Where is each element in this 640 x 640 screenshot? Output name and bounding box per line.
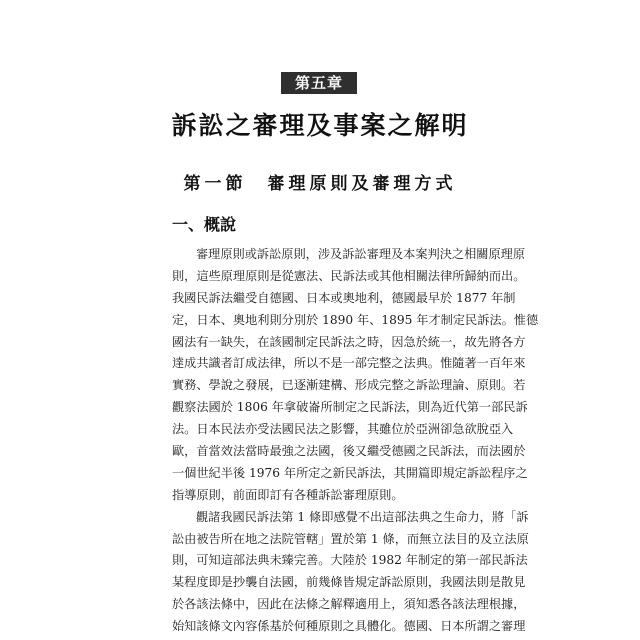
paragraph-line: 觀諸我國民訴法第 1 條即感覺不出這部法典之生命力，將「訴 bbox=[196, 509, 529, 524]
paragraph-line: 於各該法條中，因此在法條之解釋適用上，須知悉各該法理根據， bbox=[172, 597, 526, 612]
chapter-title: 訴訟之審理及事案之解明 bbox=[171, 111, 469, 140]
paragraph-line: 觀察法國於 1806 年拿破崙所制定之民訴法，則為近代第一部民訴 bbox=[172, 400, 528, 415]
paragraph-line: 法。日本民法亦受法國民法之影響，其雖位於亞洲卻急欲脫亞入 bbox=[172, 422, 514, 437]
section-title: 第一節 審理原則及審理方式 bbox=[183, 174, 457, 194]
paragraph-line: 則，可知這部法典未臻完善。大陸於 1982 年制定的第一部民訴法 bbox=[172, 553, 528, 568]
chapter-label-badge: 第五章 bbox=[281, 72, 357, 94]
paragraph-line: 我國民訴法繼受自德國、日本或奧地利，德國最早於 1877 年制 bbox=[172, 290, 516, 305]
body-text bbox=[172, 244, 539, 638]
paragraph-line: 歐，首當效法當時最強之法國，後又繼受德國之民訴法，而法國於 bbox=[172, 444, 526, 459]
paragraph-line: 訟由被告所在地之法院管轄」置於第 1 條，而無立法目的及立法原 bbox=[172, 531, 529, 546]
paragraph-line: 則，這些原理原則是從憲法、民訴法或其他相關法律所歸納而出。 bbox=[172, 268, 526, 283]
paragraph-line: 指導原則，前面即訂有各種訴訟審理原則。 bbox=[172, 487, 404, 502]
paragraph-line: 實務、學說之發展，已逐漸建構、形成完整之訴訟理論、原則。若 bbox=[172, 378, 526, 393]
paragraph-line: 審理原則或訴訟原則，涉及訴訟審理及本案判決之相關原理原 bbox=[196, 247, 526, 261]
subsection-title: 一、概說 bbox=[172, 215, 237, 234]
paragraph-line: 國法有一缺失，在該國制定民訴法之時，因急於統一，故先將各方 bbox=[172, 334, 526, 349]
paragraph-line: 一個世紀半後 1976 年所定之新民訴法，其開篇即規定訴訟程序之 bbox=[172, 465, 528, 480]
paragraph-line: 某程度即是抄襲自法國，前幾條皆規定訴訟原則，我國法則是散見 bbox=[172, 575, 526, 590]
paragraph-line: 始知該條文內容係基於何種原則之具體化。德國、日本所謂之審理 bbox=[172, 619, 526, 634]
paragraph-line: 達成共識者訂成法律，所以不是一部完整之法典。惟隨著一百年來 bbox=[172, 356, 526, 371]
paragraph-line: 定，日本、奧地利則分別於 1890 年、1895 年才制定民訴法。惟德 bbox=[172, 312, 539, 327]
